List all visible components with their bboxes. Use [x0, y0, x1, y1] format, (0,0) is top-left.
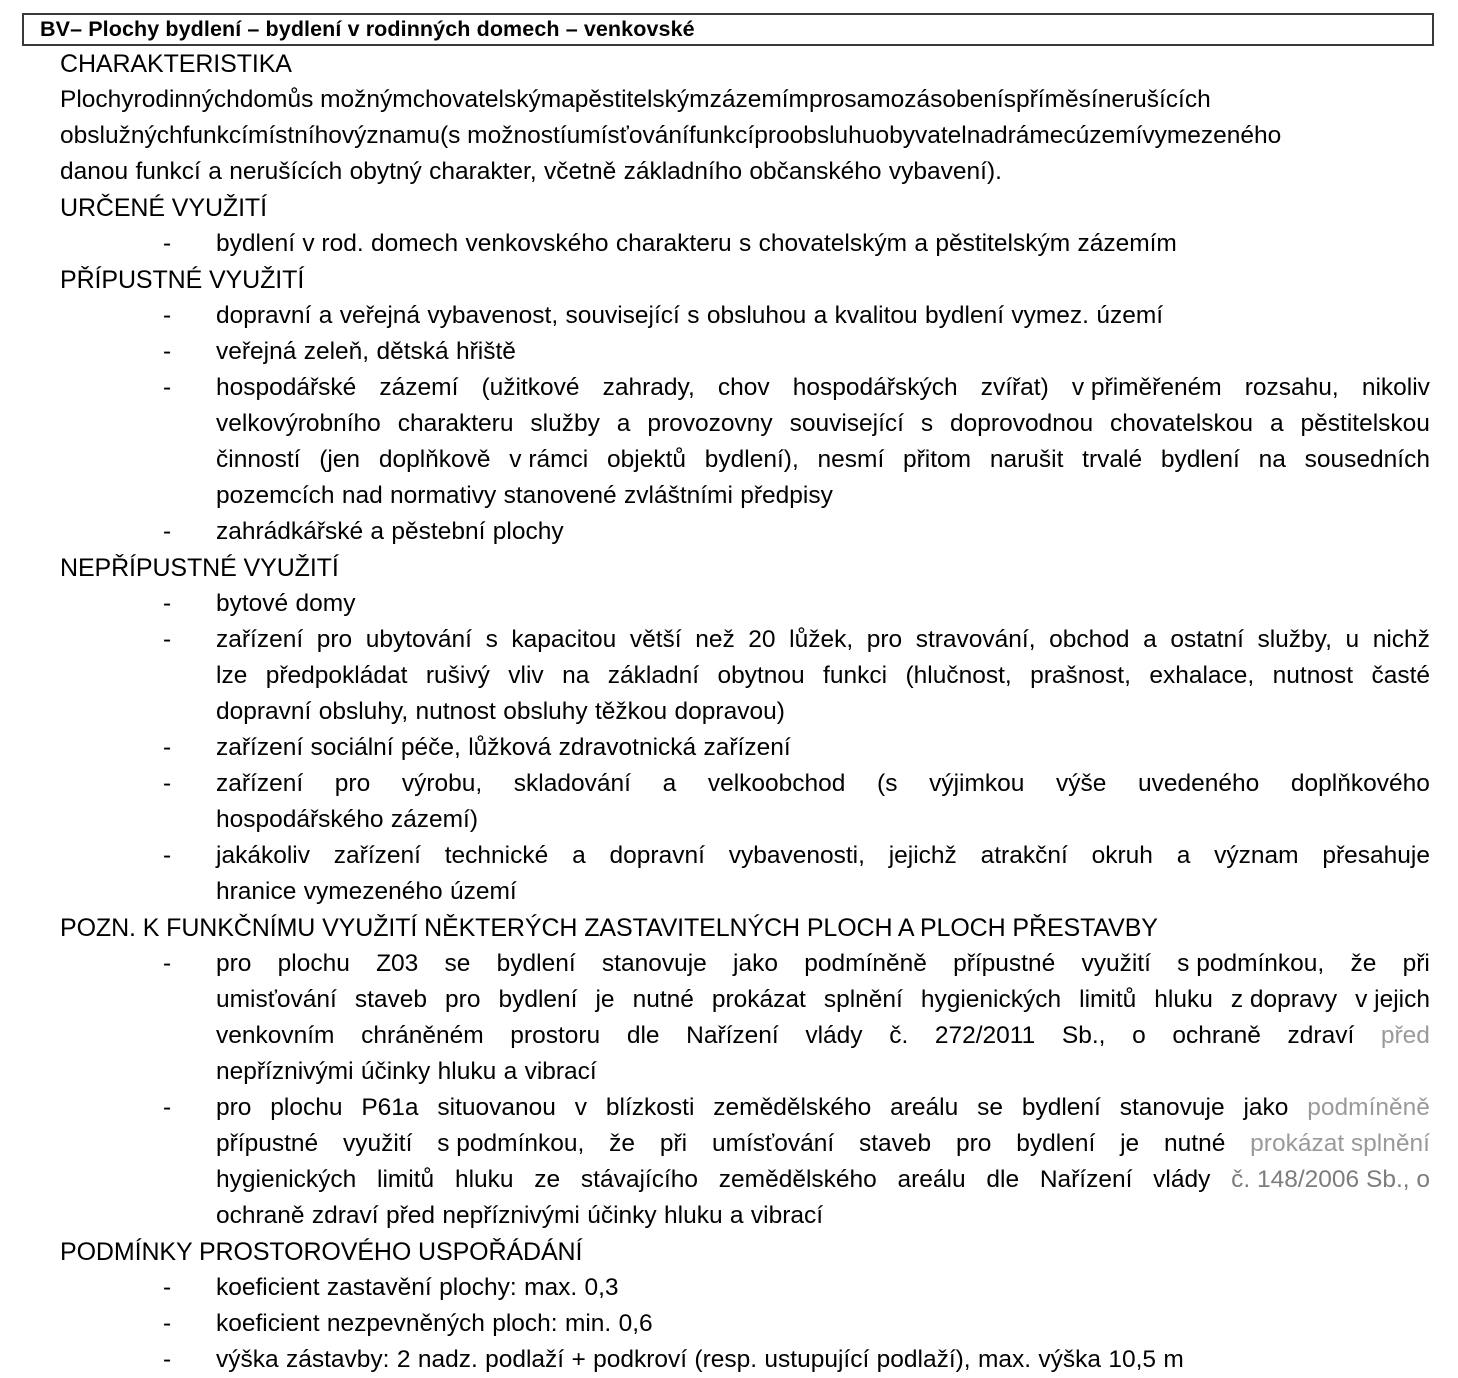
list-item-line: koeficient nezpevněných ploch: min. 0,6	[216, 1310, 653, 1337]
list-item-text	[216, 298, 1430, 334]
list-item-text	[216, 370, 1430, 514]
bullet-marker: -	[163, 1274, 172, 1301]
list-item-text	[216, 226, 1430, 262]
list-item-text	[216, 334, 1430, 370]
list-item-text	[216, 514, 1430, 550]
bullet-marker: -	[163, 1346, 172, 1373]
bullet-marker: -	[163, 734, 172, 761]
list-item-line: pro plochu P61a situovanou v blízkosti zemědělského areálu se bydlení stanovuje jako podmíněně	[216, 1090, 1430, 1126]
bullet-marker: -	[163, 1310, 172, 1337]
list-item	[0, 838, 1458, 910]
list-item	[0, 514, 1458, 550]
list-item-text	[216, 586, 1430, 622]
list-item	[0, 226, 1458, 262]
list-item-line: nepříznivými účinky hluku a vibrací	[216, 1058, 597, 1085]
section-heading-charakteristika: CHARAKTERISTIKA	[60, 50, 292, 78]
list-item-line: dopravní a veřejná vybavenost, související s obsluhou a kvalitou bydlení vymez. území	[216, 302, 1164, 329]
list-item-text	[216, 946, 1430, 1090]
section-heading-nepripustne-vyuziti: NEPŘÍPUSTNÉ VYUŽITÍ	[60, 554, 339, 582]
list-item-text	[216, 766, 1430, 838]
list-item	[0, 766, 1458, 838]
list-item-text	[216, 1090, 1430, 1234]
list-item-text	[216, 838, 1430, 910]
list-item-line: výška zástavby: 2 nadz. podlaží + podkroví (resp. ustupující podlaží), max. výška 10,5 m	[216, 1346, 1184, 1373]
list-item-line: zařízení pro výrobu, skladování a velkoobchod (s výjimkou výše uvedeného doplňkového	[216, 770, 1430, 797]
list-item-text	[216, 622, 1430, 730]
bullet-marker: -	[163, 590, 172, 617]
section-heading-pripustne-vyuziti: PŘÍPUSTNÉ VYUŽITÍ	[60, 266, 305, 294]
list-item-line: přípustné využití s podmínkou, že při umísťování staveb pro bydlení je nutné prokázat splnění	[216, 1126, 1430, 1162]
section-heading-urcene-vyuziti: URČENÉ VYUŽITÍ	[60, 194, 267, 222]
list-item	[0, 298, 1458, 334]
list-item-line: zařízení pro ubytování s kapacitou větší než 20 lůžek, pro stravování, obchod a ostatní služby, u nichž	[216, 626, 1430, 653]
list-item-text	[216, 1270, 1430, 1306]
bullet-marker: -	[163, 950, 172, 977]
document-body	[0, 46, 1458, 1378]
list-item-line: pro plochu Z03 se bydlení stanovuje jako podmíněně přípustné využití s podmínkou, že při	[216, 950, 1430, 977]
list-item-text	[216, 1342, 1430, 1378]
list-item-line: ochraně zdraví před nepříznivými účinky hluku a vibrací	[216, 1202, 824, 1229]
list-item-line: veřejná zeleň, dětská hřiště	[216, 338, 516, 365]
faded-word: podmíněně	[1307, 1094, 1430, 1121]
list-item	[0, 730, 1458, 766]
list-item	[0, 1306, 1458, 1342]
paragraph-charakteristika	[0, 82, 1458, 190]
list-item-line: dopravní obsluhy, nutnost obsluhy těžkou dopravou)	[216, 698, 785, 725]
list-item	[0, 1090, 1458, 1234]
bullet-marker: -	[163, 230, 172, 257]
list-item-line: hospodářské zázemí (užitkové zahrady, chov hospodářských zvířat) v přiměřeném rozsahu, nikoliv	[216, 374, 1430, 401]
faded-word: před	[1380, 1022, 1430, 1049]
list-item	[0, 622, 1458, 730]
paragraph-line: obslužnýchfunkcímístníhovýznamu(s možnostíumísťovánífunkcíproobsluhuobyvatelnadrámecúzemívymezeného	[60, 122, 1282, 149]
bullet-marker: -	[163, 338, 172, 365]
bullet-marker: -	[163, 626, 172, 653]
list-item	[0, 586, 1458, 622]
faded-word: prokázat splnění	[1250, 1130, 1430, 1157]
list-item-line: venkovním chráněném prostoru dle Nařízení vlády č. 272/2011 Sb., o ochraně zdraví před	[216, 1018, 1430, 1054]
list-item-line: jakákoliv zařízení technické a dopravní vybavenosti, jejichž atrakční okruh a význam přesahuje	[216, 842, 1430, 869]
list-item-line: hygienických limitů hluku ze stávajícího zemědělského areálu dle Nařízení vlády č. 148/2006 Sb., o	[216, 1162, 1430, 1198]
list-item-line: zahrádkářské a pěstební plochy	[216, 518, 564, 545]
list-item-line: činností (jen doplňkově v rámci objektů bydlení), nesmí přitom narušit trvalé bydlení na sousedních	[216, 446, 1430, 473]
page-title: BV– Plochy bydlení – bydlení v rodinných domech – venkovské	[40, 16, 695, 41]
list-item-text	[216, 1306, 1430, 1342]
bullet-marker: -	[163, 518, 172, 545]
bullet-marker: -	[163, 374, 172, 401]
paragraph-line: Plochyrodinnýchdomůs možnýmchovatelskýmapěstitelskýmzázemímprosamozásobeníspříměsínerušících	[60, 86, 1211, 113]
list-item-line: pozemcích nad normativy stanovené zvláštními předpisy	[216, 482, 833, 509]
section-heading-podminky-prostoroveho-usporadani: PODMÍNKY PROSTOROVÉHO USPOŘÁDÁNÍ	[60, 1238, 583, 1266]
document-title-box	[22, 13, 1434, 46]
list-item-line: velkovýrobního charakteru služby a provozovny související s doprovodnou chovatelskou a pěstitelskou	[216, 410, 1430, 437]
list-item-text	[216, 730, 1430, 766]
list-item	[0, 370, 1458, 514]
bullet-marker: -	[163, 1094, 172, 1121]
list-item-line: umisťování staveb pro bydlení je nutné prokázat splnění hygienických limitů hluku z dopravy v jejich	[216, 986, 1430, 1013]
list-item-line: hospodářského zázemí)	[216, 806, 479, 833]
list-item	[0, 946, 1458, 1090]
list-item	[0, 1270, 1458, 1306]
paragraph-line: danou funkcí a nerušících obytný charakter, včetně základního občanského vybavení).	[60, 158, 1002, 185]
bullet-marker: -	[163, 770, 172, 797]
section-heading-pozn-funkcni-vyuziti: POZN. K FUNKČNÍMU VYUŽITÍ NĚKTERÝCH ZASTAVITELNÝCH PLOCH A PLOCH PŘESTAVBY	[60, 914, 1158, 942]
faded-word: č. 148/2006 Sb., o	[1231, 1166, 1430, 1193]
list-item	[0, 1342, 1458, 1378]
list-item-line: lze předpokládat rušivý vliv na základní obytnou funkci (hlučnost, prašnost, exhalace, nutnost časté	[216, 662, 1430, 689]
bullet-marker: -	[163, 842, 172, 869]
list-item	[0, 334, 1458, 370]
list-item-line: bytové domy	[216, 590, 356, 617]
bullet-marker: -	[163, 302, 172, 329]
list-item-line: zařízení sociální péče, lůžková zdravotnická zařízení	[216, 734, 791, 761]
list-item-line: koeficient zastavění plochy: max. 0,3	[216, 1274, 619, 1301]
list-item-line: hranice vymezeného území	[216, 878, 517, 905]
list-item-line: bydlení v rod. domech venkovského charakteru s chovatelským a pěstitelským zázemím	[216, 230, 1177, 257]
